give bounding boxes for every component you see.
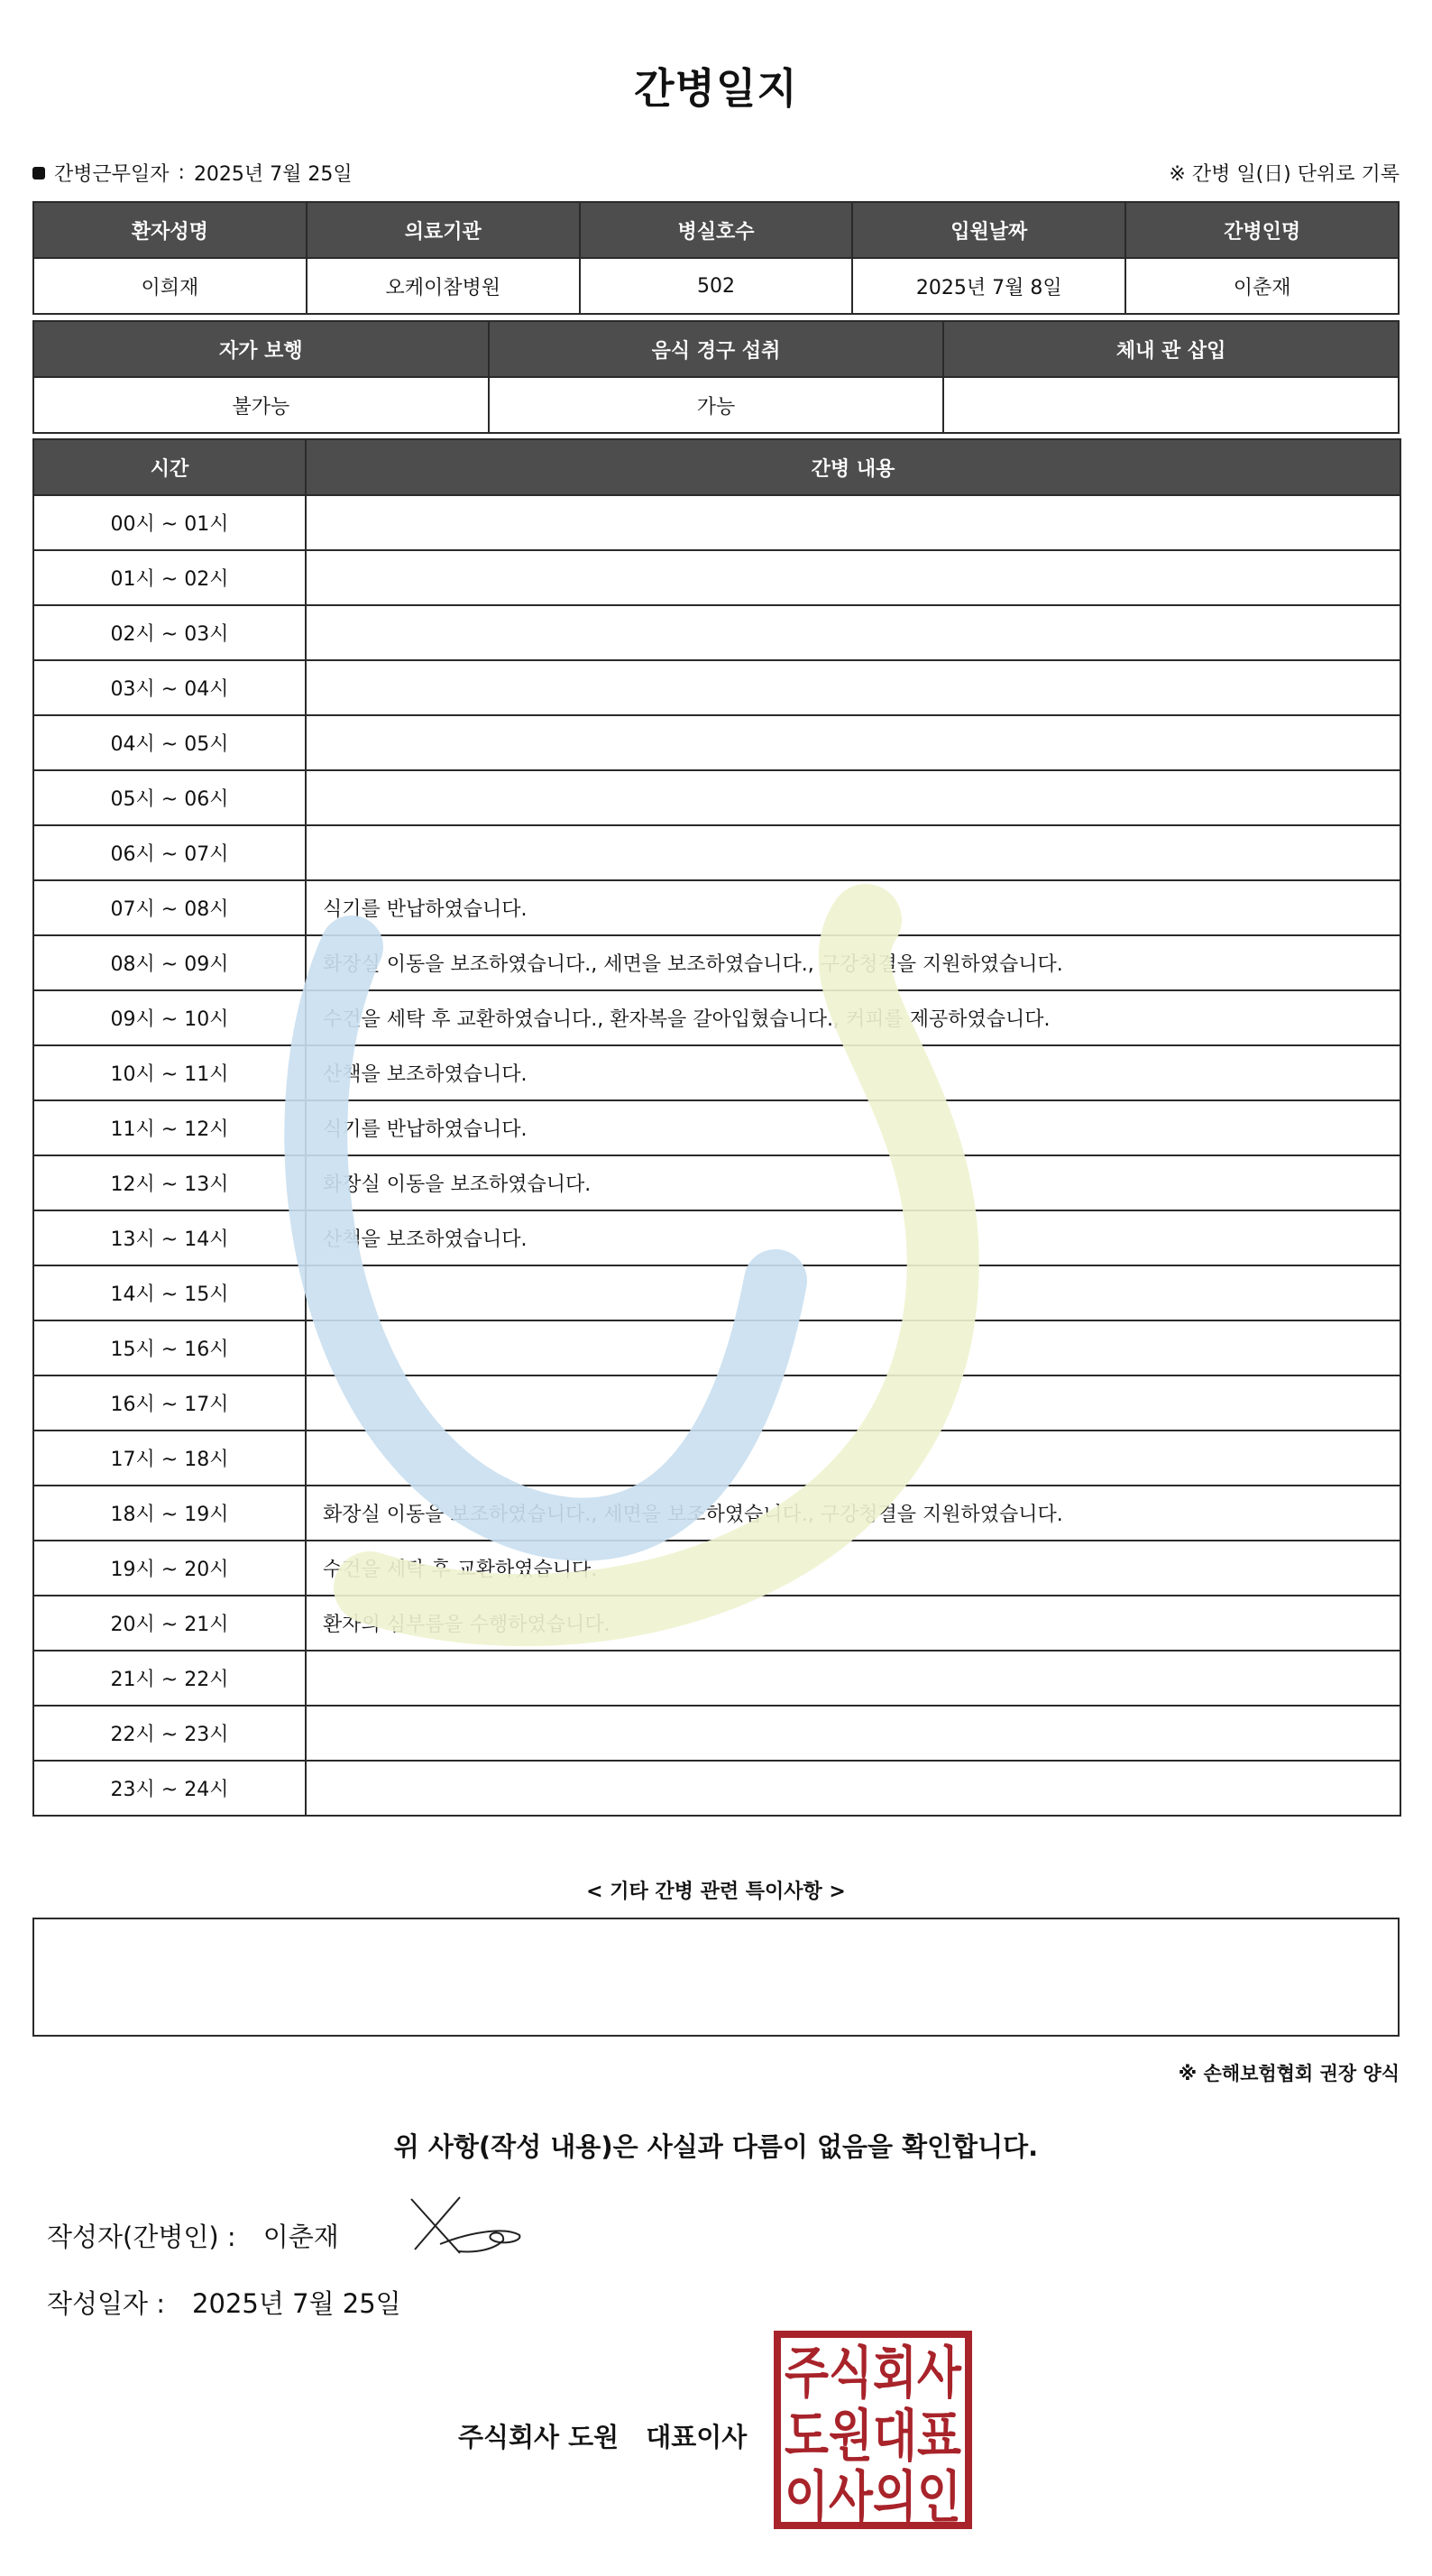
content-cell: 환자의 심부름을 수행하였습니다. xyxy=(306,1596,1400,1651)
remarks-box xyxy=(32,1918,1400,2037)
time-cell: 01시 ~ 02시 xyxy=(33,550,306,605)
table-row xyxy=(33,1265,1400,1320)
written-date-value: 2025년 7월 25일 xyxy=(192,2288,401,2319)
time-cell: 23시 ~ 24시 xyxy=(33,1761,306,1816)
header-tube-insertion: 체내 관 삽입 xyxy=(943,321,1399,377)
written-date-line xyxy=(47,2284,401,2321)
time-cell: 21시 ~ 22시 xyxy=(33,1651,306,1706)
table-row xyxy=(33,880,1400,935)
remarks-title: < 기타 간병 관련 특이사항 > xyxy=(586,1881,846,1903)
self-walking-value: 불가능 xyxy=(33,377,489,433)
table-row xyxy=(33,990,1400,1045)
author-label: 작성자(간병인) : xyxy=(47,2222,236,2252)
time-cell: 03시 ~ 04시 xyxy=(33,660,306,715)
time-cell: 14시 ~ 15시 xyxy=(33,1265,306,1320)
content-cell: 수건을 세탁 후 교환하였습니다. xyxy=(306,1541,1400,1596)
company-seal-stamp xyxy=(772,2329,974,2531)
handwritten-signature xyxy=(404,2190,530,2262)
time-cell: 16시 ~ 17시 xyxy=(33,1375,306,1431)
svg-text:이사의인: 이사의인 xyxy=(785,2464,961,2530)
header-care-content: 간병 내용 xyxy=(306,439,1400,495)
work-date-label: 간병근무일자 xyxy=(54,163,170,186)
content-cell xyxy=(306,605,1400,660)
work-date-value: 2025년 7월 25일 xyxy=(193,163,353,186)
oral-intake-value: 가능 xyxy=(489,377,944,433)
time-cell: 18시 ~ 19시 xyxy=(33,1486,306,1541)
svg-text:주식회사: 주식회사 xyxy=(785,2340,962,2406)
content-cell xyxy=(306,660,1400,715)
admission-date: 2025년 7월 8일 xyxy=(852,258,1125,314)
content-cell: 화장실 이동을 보조하였습니다., 세면을 보조하였습니다., 구강청결을 지원하였습니다. xyxy=(306,1486,1400,1541)
confirmation-statement: 위 사항(작성 내용)은 사실과 다름이 없음을 확인합니다. xyxy=(393,2131,1039,2162)
content-cell: 식기를 반납하였습니다. xyxy=(306,880,1400,935)
table-row xyxy=(33,1596,1400,1651)
content-cell: 산책을 보조하였습니다. xyxy=(306,1045,1400,1100)
page-title: 간병일지 xyxy=(634,64,798,113)
header-patient-name: 환자성명 xyxy=(33,202,307,258)
room-number: 502 xyxy=(580,258,853,314)
association-note: ※ 손해보험협회 권장 양식 xyxy=(1178,2063,1400,2084)
author-name: 이춘재 xyxy=(262,2222,339,2252)
table-row xyxy=(33,550,1400,605)
table-row xyxy=(33,1045,1400,1100)
patient-name: 이희재 xyxy=(33,258,307,314)
table-row xyxy=(33,1761,1400,1816)
table-row xyxy=(33,1431,1400,1486)
content-cell xyxy=(306,1651,1400,1706)
time-cell: 19시 ~ 20시 xyxy=(33,1541,306,1596)
header-room-number: 병실호수 xyxy=(580,202,853,258)
header-admission-date: 입원날짜 xyxy=(852,202,1125,258)
table-row xyxy=(33,715,1400,770)
time-cell: 20시 ~ 21시 xyxy=(33,1596,306,1651)
table-row xyxy=(33,1541,1400,1596)
patient-info-table xyxy=(32,201,1400,315)
header-time: 시간 xyxy=(33,439,306,495)
content-cell xyxy=(306,1375,1400,1431)
time-cell: 13시 ~ 14시 xyxy=(33,1210,306,1265)
time-cell: 22시 ~ 23시 xyxy=(33,1706,306,1761)
header-oral-intake: 음식 경구 섭취 xyxy=(489,321,944,377)
content-cell xyxy=(306,715,1400,770)
content-cell xyxy=(306,770,1400,825)
header-hospital: 의료기관 xyxy=(307,202,580,258)
table-row xyxy=(33,1210,1400,1265)
time-cell: 04시 ~ 05시 xyxy=(33,715,306,770)
time-cell: 17시 ~ 18시 xyxy=(33,1431,306,1486)
daily-record-note: ※ 간병 일(日) 단위로 기록 xyxy=(1169,163,1400,186)
content-cell xyxy=(306,1761,1400,1816)
time-cell: 06시 ~ 07시 xyxy=(33,825,306,880)
time-cell: 09시 ~ 10시 xyxy=(33,990,306,1045)
table-row xyxy=(33,1486,1400,1541)
time-cell: 07시 ~ 08시 xyxy=(33,880,306,935)
content-cell xyxy=(306,550,1400,605)
table-row xyxy=(33,605,1400,660)
work-date xyxy=(32,159,353,187)
content-cell: 식기를 반납하였습니다. xyxy=(306,1100,1400,1155)
table-row xyxy=(33,1100,1400,1155)
table-row xyxy=(33,1155,1400,1210)
content-cell xyxy=(306,1265,1400,1320)
care-log-table xyxy=(32,438,1401,1817)
content-cell xyxy=(306,1431,1400,1486)
table-row xyxy=(33,1651,1400,1706)
content-cell: 산책을 보조하였습니다. xyxy=(306,1210,1400,1265)
time-cell: 02시 ~ 03시 xyxy=(33,605,306,660)
table-row xyxy=(33,495,1400,550)
content-cell: 화장실 이동을 보조하였습니다. xyxy=(306,1155,1400,1210)
header-self-walking: 자가 보행 xyxy=(33,321,489,377)
content-cell: 화장실 이동을 보조하였습니다., 세면을 보조하였습니다., 구강청결을 지원하였습니다. xyxy=(306,935,1400,990)
representative-title: 대표이사 xyxy=(646,2422,748,2452)
time-cell: 08시 ~ 09시 xyxy=(33,935,306,990)
content-cell xyxy=(306,825,1400,880)
content-cell xyxy=(306,1706,1400,1761)
time-cell: 11시 ~ 12시 xyxy=(33,1100,306,1155)
caregiver-name: 이춘재 xyxy=(1125,258,1399,314)
table-row xyxy=(33,1706,1400,1761)
table-row xyxy=(33,825,1400,880)
time-cell: 12시 ~ 13시 xyxy=(33,1155,306,1210)
bullet-icon xyxy=(32,167,45,179)
time-cell: 10시 ~ 11시 xyxy=(33,1045,306,1100)
table-row xyxy=(33,1375,1400,1431)
svg-text:도원대표: 도원대표 xyxy=(785,2403,962,2469)
work-date-separator: : xyxy=(178,161,185,184)
table-row xyxy=(33,660,1400,715)
tube-insertion-value xyxy=(943,377,1399,433)
author-line xyxy=(47,2217,339,2254)
time-cell: 00시 ~ 01시 xyxy=(33,495,306,550)
table-row xyxy=(33,935,1400,990)
content-cell: 수건을 세탁 후 교환하였습니다., 환자복을 갈아입혔습니다., 커피를 제공하였습니다. xyxy=(306,990,1400,1045)
table-row xyxy=(33,770,1400,825)
company-name: 주식회사 도원 xyxy=(458,2422,620,2452)
company-signature-line xyxy=(458,2417,747,2454)
content-cell xyxy=(306,1320,1400,1375)
table-row xyxy=(33,1320,1400,1375)
hospital-name: 오케이참병원 xyxy=(307,258,580,314)
patient-status-table xyxy=(32,320,1400,434)
written-date-label: 작성일자 : xyxy=(47,2288,166,2319)
time-cell: 05시 ~ 06시 xyxy=(33,770,306,825)
content-cell xyxy=(306,495,1400,550)
header-caregiver-name: 간병인명 xyxy=(1125,202,1399,258)
time-cell: 15시 ~ 16시 xyxy=(33,1320,306,1375)
